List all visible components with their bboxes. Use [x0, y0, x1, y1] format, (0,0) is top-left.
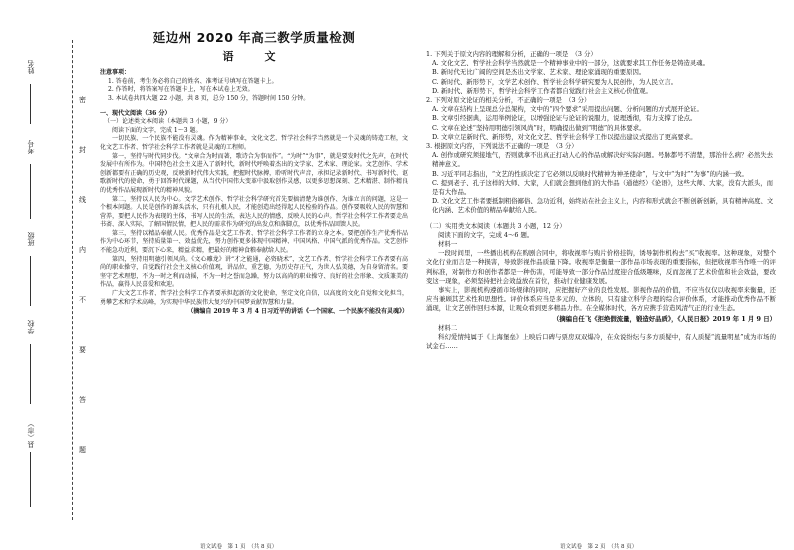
field-name-label: 姓名	[27, 60, 35, 74]
material-label: 材料二	[438, 323, 458, 332]
passage-source: （摘编自 2019 年 3 月 4 日习近平的讲话《一个国家、一个民族不能没有灵魂》）	[187, 308, 408, 316]
question-option: C. 文章在论述“坚持用明德引领风尚”时，明确提出做到“明德”的具体要求。	[432, 123, 646, 132]
material-paragraph: 一段时间里，一些播出机构在购剧合同中，将收视率与购片价格挂钩，诱导制作机构去“买”收视率。这种现象，对整个文化行业而言是一种损害，导致影视作品质量下降。收视率是衡量一部作品市场表现的重要指标，但把收视率当作唯一的评判标准，对制作方和创作者都是一种伤害，可能导致一部分作品过度迎合低级趣味，反而忽视了艺术价值和社会效益，要改变这一现象，必须坚持把社会效益放在首位，推动行业健康发展。	[426, 249, 776, 285]
section-heading: （二）实用类文本阅读（本题共 3 小题，12 分）	[426, 221, 566, 230]
fold-char: 不	[79, 296, 86, 304]
exam-title: 延边州 2020 年高三教学质量检测	[152, 30, 356, 45]
fold-line	[72, 40, 73, 520]
question-1-stem: 1. 下列关于原文内容的理解和分析，正确的一项是 （3 分）	[426, 50, 597, 58]
field-class-label: 班级	[27, 232, 35, 246]
passage-paragraph: 第二，坚持以人民为中心。文学艺术创作、哲学社会科学研究首先要搞清楚为谁创作、为谁立言的问题，这是一个根本问题。人民是创作的源头活水，只有扎根人民，才能创造出经得起人民检验的作品。创作要吸收人民的智慧和营养，要把人民作为表现的主体，书写人民的生活，表达人民的情感，反映人民的心声。哲学社会科学工作者要走出书斋、深入实际，了解国情民情，把人民的需求作为研究的出发点和落脚点，以优秀作品回馈人民。	[100, 195, 408, 229]
passage-paragraph: 广大文艺工作者、哲学社会科学工作者要承担起新的文化使命，坚定文化自信，以高度的文化自觉和文化担当，勇攀艺术和学术高峰，为实现中华民族伟大复兴的中国梦贡献智慧和力量。	[100, 290, 408, 306]
question-2-stem: 2. 下列对原文论证的相关分析，不正确的一项是 （3 分）	[426, 96, 591, 105]
fold-char: 密	[79, 96, 86, 104]
page-footer-right: 语文试卷 第 2 页 （共 8 页）	[560, 544, 638, 550]
fold-char: 答	[79, 396, 86, 404]
field-county-label: 县（市）	[27, 420, 35, 448]
field-class-line	[30, 256, 31, 306]
notice-block	[100, 69, 408, 103]
question-option: D. 文章立足新时代、新形势，对文化文艺、哲学社会科学工作以提出建议式提出了更高要求。	[432, 132, 697, 141]
field-id-line	[30, 164, 31, 219]
notice-item: 2. 作答时，将答案写在答题卡上，写在本试卷上无效。	[108, 86, 254, 94]
fold-char: 封	[79, 146, 86, 154]
notice-item: 3. 本试卷共四大题 22 小题，共 8 页，总分 150 分，答题时间 150 分钟。	[108, 94, 310, 102]
right-column	[426, 50, 776, 538]
passage-paragraph: 第三，坚持以精品奉献人民。优秀作品是文艺工作者、哲学社会科学工作者的立身之本。要把创作生产优秀作品作为中心环节，坚持质量第一、效益优先，努力创作更多体现中国精神、中国风格、中国气派的优秀作品。文艺创作不能急功近利，要沉下心来，精益求精，把最好的精神食粮奉献给人民。	[100, 229, 408, 255]
question-option: C. 新时代、新形势下，文学艺术创作、哲学社会科学研究要为人民创作，为人民立言。	[432, 77, 678, 86]
subsection-heading: （一）论述类文本阅读（本题共 3 小题，9 分）	[104, 118, 232, 126]
reading-instruction: 阅读下面的文字，完成 1～3 题。	[112, 126, 202, 134]
question-option: A. 文章在结构上呈现总分总架构，文中的“四个要求”采用提出问题、分析问题的方式展开论证。	[432, 105, 703, 114]
passage-paragraph: 第一，坚持与时代同步伐。“文章合为时而著，歌诗合为事而作”。“为时”“为事”，就是要发时代之先声，在时代发展中有所作为。中国特色社会主义进入了新时代，新时代呼唤着杰出的文学家、艺术家、理论家。文艺创作、学术创新都要有正确的历史观，反映新时代伟大实践，把握时代脉搏，聆听时代声音，承担记录新时代、书写新时代、讴歌新时代的使命，勇于回答时代课题，从当代中国伟大变革中汲取创作灵感，以更多思想深刻、艺术精湛、制作精良的优秀作品展现新时代的精神风貌。	[100, 152, 408, 194]
section-heading: 一、现代文阅读（36 分）	[100, 109, 171, 117]
field-school-line	[30, 344, 31, 404]
field-county-line	[30, 452, 31, 507]
question-option: B. 习近平同志指出，“文艺的性质决定了它必须以反映时代精神为神圣使命”，与文中“为时”“为事”的内涵一致。	[432, 169, 748, 178]
material-label: 材料一	[438, 240, 458, 249]
notice-item: 1. 答卷前，考生务必将自己的姓名、准考证号填写在答题卡上。	[108, 77, 278, 85]
page-footer-left: 语文试卷 第 1 页 （共 8 页）	[200, 544, 278, 550]
passage-paragraph: 一切民族、一个民族不能没有灵魂。作为精神事业，文化文艺、哲学社会科学当然就是一个灵魂的铸造工程，文化文艺工作者、哲学社会科学工作者就是灵魂的工程师。	[100, 135, 408, 151]
field-name-line	[30, 84, 31, 124]
reading-instruction: 阅读下面的文字，完成 4～6 题。	[438, 230, 534, 239]
field-school-label: 学校	[27, 320, 35, 334]
fold-char: 内	[79, 246, 86, 254]
passage-paragraph: 第四，坚持用明德引领风尚。《文心雕龙》讲“才之能通，必资晓术”，文艺工作者、哲学社会科学工作者要有高尚的职业操守，自觉践行社会主义核心价值观，讲品位，重艺德，为历史存正气，为世人弘美德，为自身留清名。要坚守艺术理想，不为一时之利而动摇，不为一时之誉而急躁，努力以高尚的职业操守、良好的社会形象、文质兼美的作品，赢得人民喜爱和欢迎。	[100, 255, 408, 289]
question-option: B. 新时代无比广阔的空间是杰出文学家、艺术家、理论家涌现的重要原因。	[432, 68, 646, 77]
binding-margin	[0, 0, 95, 550]
field-id-label: 考号	[27, 140, 35, 154]
question-option: C. 提到老子、孔子这样的大师、大家，人们就会想到他们的大作品（通德经）《论语》，这些大师、大家，没有大派头，而是有大作品。	[432, 178, 774, 197]
notice-heading: 注意事项：	[100, 69, 131, 77]
left-column	[100, 12, 408, 538]
material-paragraph: 事实上，影视机构遵循市场规律的同时，应把握好产业的良性发展。影视作品的价值，不应当仅仅以收视率来衡量，还应当兼顾其艺术性和思想性。评价体系应当是多元的、立体的，只有建立科学合理的综合评价体系，才能推动优秀作品不断涌现，让文艺创作回归本源，让观众看到更多精品力作。在全媒体时代，各方应携手营造风清气正的行业生态。	[426, 286, 776, 313]
question-option: D. 新时代、新形势下，哲学社会科学工作者都自觉践行社会主义核心价值观。	[432, 86, 652, 95]
fold-char: 题	[79, 446, 86, 454]
question-3-stem: 3. 根据原文内容，下列说法不正确的一项是 （3 分）	[426, 142, 578, 151]
question-option: A. 文化文艺、哲学社会科学当然就是一个精神事业中的一部分，这就要求其工作任务是铸造灵魂。	[432, 59, 710, 68]
fold-char: 线	[79, 196, 86, 204]
material-paragraph: 科幻爱情纯属于《上海堡垒》上映后口碑与票房双双爆冷，在众说纷纭与多方质疑中，有人质疑“流量明星”成为市场的试金石……	[426, 333, 776, 351]
question-option: B. 文章引经据典，运用举例论证，以增强论证与论证的说服力，说理透彻，有力支撑了论点。	[432, 114, 697, 123]
fold-char: 要	[79, 346, 86, 354]
question-option: A. 创作或研究须接地气，否则就拿不出真正打动人心的作品或解决好实际问题。号脉都号不清楚，那治什么病？必然失去精神意义。	[432, 151, 773, 169]
exam-subject: 语 文	[222, 49, 286, 63]
question-option: D. 文化文艺工作者要抵制粗俗鄙俗、急功近利，始终站在社会主义上，内容和形式就会不断创新创新，具有精神高度、文化内涵、艺术价值的精品奉献给人民。	[432, 197, 774, 215]
material-source: （摘编自任飞《拒绝假流量，锻造好品质》，《人民日报》2019 年 1 月 9 日）	[552, 314, 776, 323]
